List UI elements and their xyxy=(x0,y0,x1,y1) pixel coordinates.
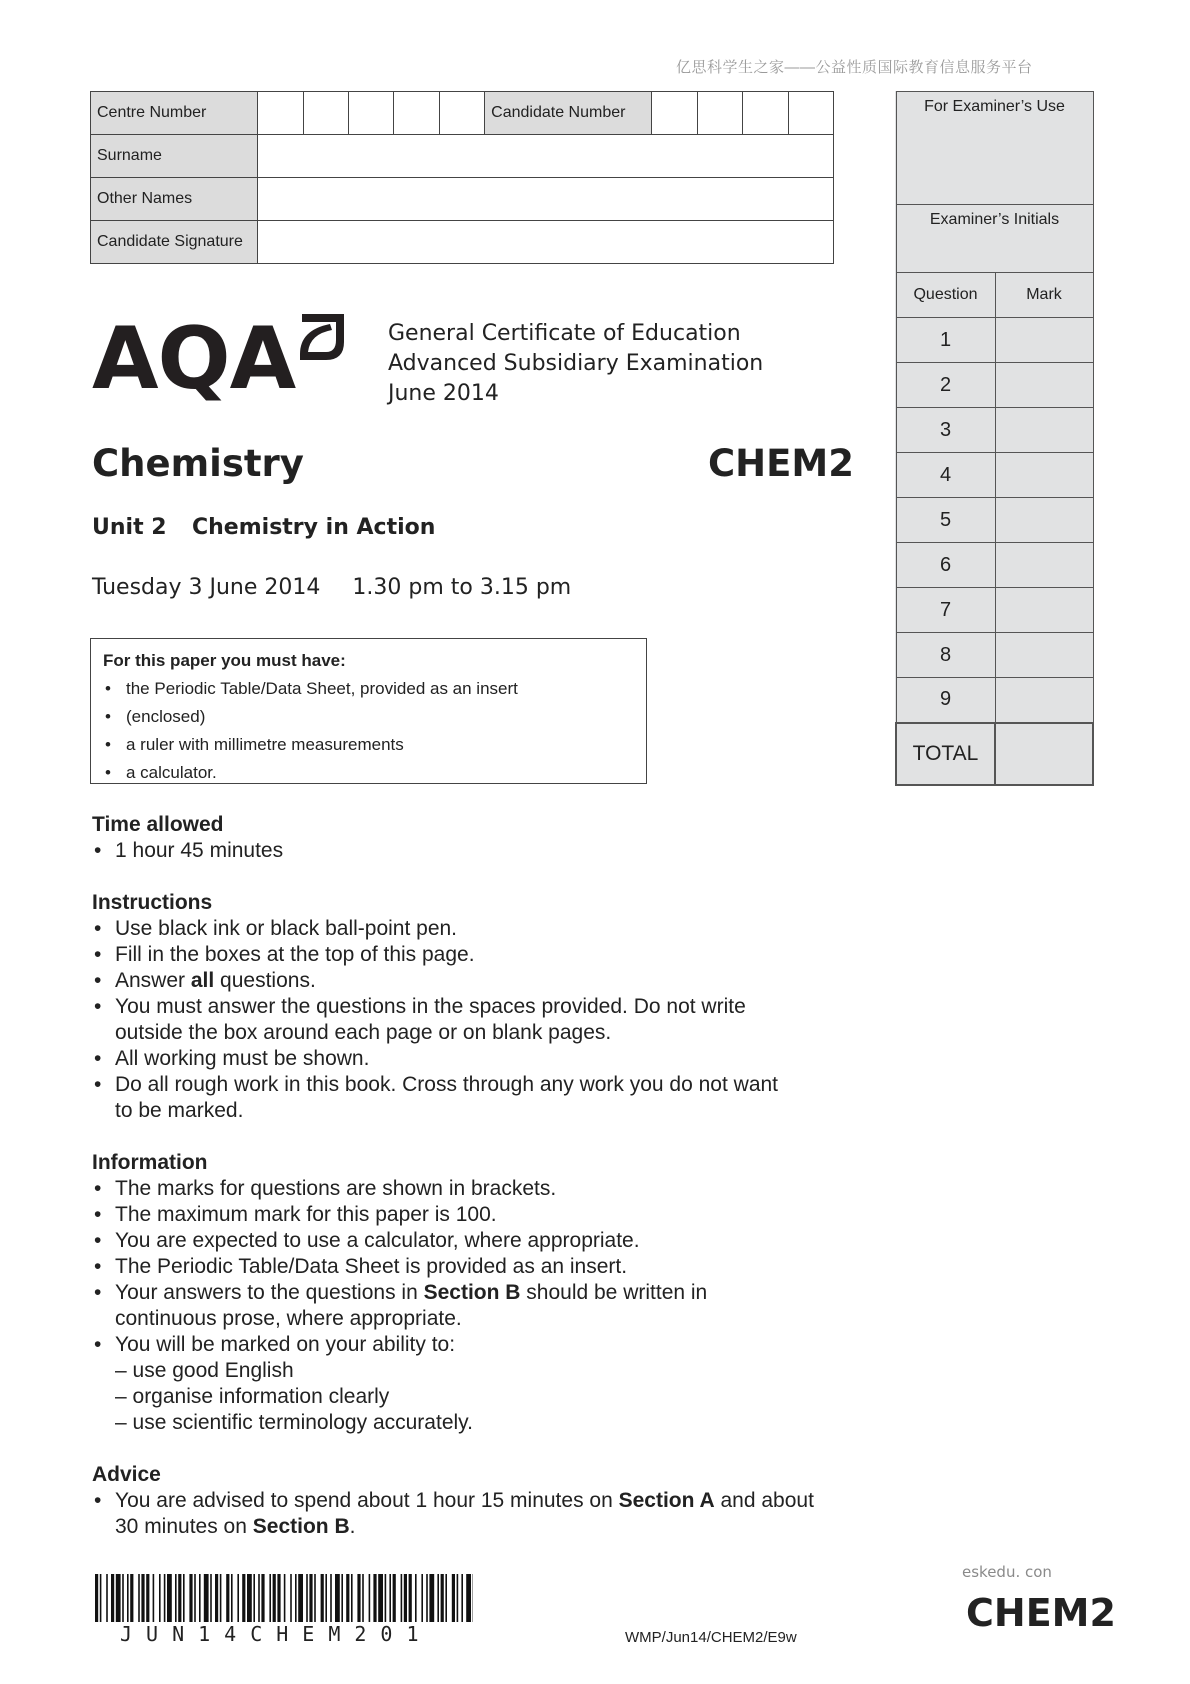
mark-cell[interactable] xyxy=(995,408,1093,453)
centre-number-box[interactable] xyxy=(439,92,484,135)
advice-emphasis: Section A xyxy=(618,1489,715,1512)
question-number: 3 xyxy=(896,408,995,453)
advice-emphasis: Section B xyxy=(252,1515,350,1538)
candidate-number-label: Candidate Number xyxy=(485,92,652,135)
instructions-heading: Instructions xyxy=(92,891,213,914)
candidate-number-box[interactable] xyxy=(652,92,697,135)
subject-title: Chemistry xyxy=(92,442,304,485)
centre-number-box[interactable] xyxy=(349,92,394,135)
information-heading: Information xyxy=(92,1151,208,1174)
materials-box xyxy=(90,638,647,784)
information-subitem: – use scientific terminology accurately. xyxy=(115,1411,473,1434)
centre-number-box[interactable] xyxy=(303,92,348,135)
information-item: • You will be marked on your ability to: xyxy=(92,1332,812,1358)
information-subitem: – use good English xyxy=(115,1359,294,1382)
footer-paper-code: CHEM2 xyxy=(966,1591,1116,1635)
other-names-label: Other Names xyxy=(91,178,258,221)
unit-heading xyxy=(92,515,435,540)
instruction-text: questions. xyxy=(214,969,316,992)
total-mark-cell[interactable] xyxy=(995,723,1093,785)
paper-reference: WMP/Jun14/CHEM2/E9w xyxy=(625,1629,797,1646)
certificate-line-2: Advanced Subsidiary Examination xyxy=(388,351,764,376)
surname-field[interactable] xyxy=(258,135,834,178)
instruction-item: • Fill in the boxes at the top of this page. xyxy=(92,942,812,968)
information-item: • The marks for questions are shown in brackets. xyxy=(92,1176,812,1202)
mark-column-header: Mark xyxy=(995,273,1093,318)
barcode-text: JUN14CHEM201 xyxy=(120,1622,433,1646)
time-allowed-item: • 1 hour 45 minutes xyxy=(92,838,812,864)
instruction-item: • Use black ink or black ball-point pen. xyxy=(92,916,812,942)
advice-heading: Advice xyxy=(92,1463,161,1486)
exam-date-time xyxy=(92,575,571,600)
other-names-field[interactable] xyxy=(258,178,834,221)
advice-text: and about 30 minutes on xyxy=(115,1489,814,1538)
surname-label: Surname xyxy=(91,135,258,178)
exam-date: Tuesday 3 June 2014 xyxy=(92,575,321,600)
question-number: 1 xyxy=(896,318,995,363)
materials-item: • a calculator. xyxy=(103,759,634,787)
instruction-item: • All working must be shown. xyxy=(92,1046,812,1072)
materials-title: For this paper you must have: xyxy=(103,651,346,670)
candidate-number-box[interactable] xyxy=(743,92,788,135)
instruction-item: • You must answer the questions in the spaces provided. Do not write outside the box around each page or on blank pages. xyxy=(92,994,805,1046)
aqa-logo: AQA xyxy=(92,309,296,409)
certificate-line-1: General Certificate of Education xyxy=(388,321,741,346)
centre-number-box[interactable] xyxy=(394,92,439,135)
unit-number: Unit 2 xyxy=(92,515,167,540)
centre-number-box[interactable] xyxy=(258,92,303,135)
materials-item: • the Periodic Table/Data Sheet, provided as an insert xyxy=(103,675,634,703)
advice-section xyxy=(92,1462,812,1540)
advice-text: . xyxy=(349,1515,356,1538)
time-allowed-section xyxy=(92,812,812,864)
signature-field[interactable] xyxy=(258,221,834,264)
mark-cell[interactable] xyxy=(995,453,1093,498)
exam-time: 1.30 pm to 3.15 pm xyxy=(352,575,572,600)
question-number: 9 xyxy=(896,678,995,723)
information-text: Your answers to the questions in xyxy=(115,1281,424,1304)
question-number: 5 xyxy=(896,498,995,543)
instructions-section xyxy=(92,890,812,1124)
examiner-initials-label: Examiner’s Initials xyxy=(896,205,1093,273)
candidate-number-box[interactable] xyxy=(697,92,742,135)
question-number: 4 xyxy=(896,453,995,498)
instruction-text: Answer xyxy=(115,969,191,992)
paper-code: CHEM2 xyxy=(708,442,854,485)
information-item: • The Periodic Table/Data Sheet is provided as an insert. xyxy=(92,1254,812,1280)
mark-cell[interactable] xyxy=(995,588,1093,633)
information-item: • The maximum mark for this paper is 100. xyxy=(92,1202,812,1228)
mark-cell[interactable] xyxy=(995,543,1093,588)
materials-item-continued: • (enclosed) xyxy=(103,703,634,731)
candidate-details-table xyxy=(90,91,834,264)
site-watermark: eskedu. con xyxy=(962,1563,1052,1581)
mark-cell[interactable] xyxy=(995,318,1093,363)
question-number: 2 xyxy=(896,363,995,408)
mark-cell[interactable] xyxy=(995,498,1093,543)
question-column-header: Question xyxy=(896,273,995,318)
total-label: TOTAL xyxy=(896,723,995,785)
instruction-emphasis: all xyxy=(190,969,215,992)
examiner-use-table xyxy=(895,91,1094,786)
examiner-use-title: For Examiner’s Use xyxy=(896,92,1093,205)
mark-cell[interactable] xyxy=(995,363,1093,408)
mark-cell[interactable] xyxy=(995,633,1093,678)
information-item: • You are expected to use a calculator, where appropriate. xyxy=(92,1228,812,1254)
instruction-item xyxy=(92,968,812,994)
materials-item: • a ruler with millimetre measurements xyxy=(103,731,634,759)
aqa-flag-icon xyxy=(296,310,348,366)
information-subitem: – organise information clearly xyxy=(115,1385,390,1408)
time-allowed-heading: Time allowed xyxy=(92,813,224,836)
watermark-text: 亿思科学生之家——公益性质国际教育信息服务平台 xyxy=(676,59,1033,76)
signature-label: Candidate Signature xyxy=(91,221,258,264)
unit-title: Chemistry in Action xyxy=(192,515,436,540)
certificate-line-3: June 2014 xyxy=(388,381,499,406)
information-emphasis: Section B xyxy=(423,1281,521,1304)
information-section xyxy=(92,1150,812,1436)
information-item xyxy=(92,1280,795,1332)
information-text: should be written in continuous prose, where appropriate. xyxy=(115,1281,708,1330)
barcode-icon xyxy=(95,1574,473,1622)
question-number: 8 xyxy=(896,633,995,678)
advice-item xyxy=(92,1488,815,1540)
question-number: 7 xyxy=(896,588,995,633)
advice-text: You are advised to spend about 1 hour 15 minutes on xyxy=(115,1489,619,1512)
centre-number-label: Centre Number xyxy=(91,92,258,135)
mark-cell[interactable] xyxy=(995,678,1093,723)
instruction-item: • Do all rough work in this book. Cross through any work you do not want to be marked. xyxy=(92,1072,785,1124)
candidate-number-box[interactable] xyxy=(788,92,833,135)
question-number: 6 xyxy=(896,543,995,588)
